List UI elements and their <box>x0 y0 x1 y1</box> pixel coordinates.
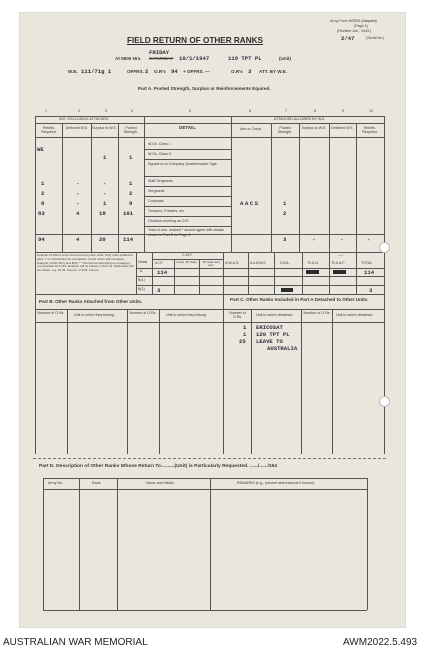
punch-hole <box>379 242 390 253</box>
detached-count: 1 <box>243 331 247 338</box>
part-c-title: Part C. Other Ranks Included in Part A Detached to Other Units. <box>230 297 369 302</box>
cell-value: 2 <box>41 190 45 197</box>
we-typed: 111/71g 1 <box>81 68 112 75</box>
col-number: 4 <box>131 109 133 113</box>
col-header: Number of O.Rs. <box>37 311 65 315</box>
col-number: 7 <box>285 109 287 113</box>
typed-block-mark <box>306 270 319 274</box>
analysis-header: C.M.F. <box>182 253 193 257</box>
col-header: Number of O.Rs. <box>229 311 246 319</box>
serial-label: (Serial No.) <box>366 36 385 40</box>
attached-header: ATTACHED ALLOWED BY W.E. <box>274 117 326 121</box>
form-page: (Page 1) <box>354 24 368 28</box>
catalogue-number: AWM2022.5.493 <box>343 637 418 648</box>
day-typed: FRIDAY <box>149 49 170 56</box>
analysis-row-label: A <box>140 269 143 273</box>
detached-unit: AUSTRALIA <box>267 345 298 352</box>
form-sheet <box>19 12 406 628</box>
analysis-value: 3 <box>157 287 161 294</box>
detached-count: 25 <box>239 338 246 345</box>
cell-value: - <box>76 190 80 197</box>
detached-count: 1 <box>243 324 247 331</box>
col-header: Deficient W.E. <box>65 126 89 130</box>
cell-value: 1 <box>41 180 45 187</box>
col-header: Posted Strength. <box>277 126 293 134</box>
analysis-header: A.W.A.S. <box>225 261 240 265</box>
plus-offrs-label: + OFFRS. — <box>183 69 210 74</box>
cell-value: 2 <box>283 210 287 217</box>
cell-value: 18 <box>99 210 106 217</box>
analysis-row-label: B(2) <box>138 287 145 291</box>
total-value: 94 <box>38 236 45 243</box>
total-value: - <box>312 236 316 243</box>
analysis-header: 18 Years and over. <box>202 260 220 267</box>
col-number: 10 <box>369 109 373 113</box>
analysis-row-label: B(1) <box>138 278 145 282</box>
analysis-header: R.A.N. <box>308 261 319 265</box>
col-number: 5 <box>189 109 191 113</box>
col-header: Unit to which they belong <box>166 313 207 317</box>
cell-value: 83 <box>38 210 45 217</box>
detail-label: Total of cols. marked * should agree with details shown in Part E on Page 2 <box>148 228 224 237</box>
ors-label: O.R's <box>154 69 166 74</box>
analysis-header: A.I.F. <box>155 261 164 265</box>
analysis-header: TOTAL. <box>361 261 374 265</box>
col-number: 8 <box>314 109 316 113</box>
form-revised: (Revised Jan., 1943.) <box>337 29 372 33</box>
page-title: FIELD RETURN OF OTHER RANKS <box>127 36 264 45</box>
cell-value: 1 <box>103 200 107 207</box>
unit-label: (Unit) <box>279 56 291 61</box>
cell-value: 1 <box>103 154 107 161</box>
col-header: Unit to which they belong <box>74 313 115 317</box>
detail-label: Corporals <box>148 199 164 203</box>
cell-value: 1 <box>283 200 287 207</box>
ors2-label: O.R's <box>231 69 243 74</box>
total-value: 20 <box>99 236 106 243</box>
date-typed: 10/1/1947 <box>179 55 210 62</box>
col-number: 3 <box>105 109 107 113</box>
form-number: Army Form W3009 (Adapted) <box>330 19 377 23</box>
total-value: 4 <box>76 236 80 243</box>
offrs-label: OFFRS. <box>127 69 144 74</box>
col-number: 9 <box>342 109 344 113</box>
part-d-title: Part D. Description of Other Ranks Whose Return To..........(Unit) is Particularly Requested. ....../....../194 <box>39 464 277 469</box>
col-header: Surplus to W.E. <box>301 126 327 130</box>
archive-credit: AUSTRALIAN WAR MEMORIAL <box>3 637 148 648</box>
cell-value: AACS <box>240 200 260 207</box>
col-header: Arm or Corps. <box>239 127 263 131</box>
analysis-instructions: Analysis of Part A to be shown here by ALL units. Only units entitled to para. 7 of Instructions for completion of this return will complete analysis of Part B(1) and B(2). * * Personnel belonging to a category not provided for in the analysis will be shown in the Col. Particulars will be shown, e.g. W. Bl. Forces, or M.B. Forces. <box>37 253 134 273</box>
col-header: Surplus to W.E. <box>92 126 117 130</box>
col-header: Rank. <box>92 481 102 485</box>
cell-value: - <box>76 200 80 207</box>
typed-block-mark <box>281 288 293 292</box>
detached-unit: 120 TPT PL <box>256 331 290 338</box>
col-number: 1 <box>45 109 47 113</box>
cell-value: 1 <box>129 180 133 187</box>
we-label: W.E. <box>68 69 78 74</box>
col-header: Number of O.Rs. <box>303 311 331 315</box>
detail-header: DETAIL. <box>179 125 197 130</box>
offrs-typed: 2 <box>145 68 149 75</box>
day-struck: SATURDAY <box>149 56 174 61</box>
col-header: Unit to which detached <box>336 313 373 317</box>
cell-value: 2 <box>129 190 133 197</box>
typed-block-mark <box>333 270 346 274</box>
cell-value: 1 <box>129 154 133 161</box>
part-b-title: Part B. Other Ranks Attached from Other Units. <box>39 299 143 304</box>
detail-label: Sergeants <box>148 189 165 193</box>
cell-value: 101 <box>123 210 134 217</box>
col-header: Deficient W.E. <box>331 126 354 130</box>
col-header: Reinfts. Required. <box>41 126 57 134</box>
analysis-header: A.A.M.W.S. <box>250 261 267 265</box>
detached-unit: LEAVE TO <box>256 338 283 345</box>
total-value: 3 <box>283 236 287 243</box>
cell-value: - <box>103 190 107 197</box>
att-label: ATT. BY W.E. <box>259 69 287 74</box>
ors-typed: 94 <box>171 68 178 75</box>
col-header: Unit to which detached <box>256 313 293 317</box>
col-header: Posted Strength. <box>123 126 139 134</box>
analysis-header: * * <box>339 254 343 258</box>
col-header: REMARKS (e.g., present whereabouts if known). <box>237 481 315 485</box>
unit-typed: 119 TPT PL <box>228 55 262 62</box>
total-value: - <box>367 236 371 243</box>
serial-value: 2/47 <box>341 35 355 42</box>
att-typed: 3 <box>248 68 252 75</box>
analysis-value: 114 <box>364 269 375 276</box>
total-value: 114 <box>123 236 134 243</box>
we-excluding-header: W.E. EXCLUDING ATTACHED. <box>59 117 110 121</box>
time-label: At 0600 Hrs. <box>115 56 142 61</box>
analysis-header: Detail <box>138 260 148 264</box>
total-value: - <box>340 236 344 243</box>
part-a-title: Part A. Posted Strength, Surplus or Reinforcements Equired. <box>138 86 271 91</box>
tear-line <box>33 458 386 459</box>
cell-value: 8 <box>41 200 45 207</box>
col-number: 2 <box>78 109 80 113</box>
punch-hole <box>379 396 390 407</box>
analysis-value: 114 <box>157 269 168 276</box>
detail-label: Civilians counting as O.R. <box>148 219 190 223</box>
detail-label: Squadron or Company Quartermaster Sgts. <box>148 162 218 166</box>
detail-label: Staff Sergeants <box>148 179 173 183</box>
detached-unit: ERICOSAT <box>256 324 283 331</box>
cell-value: 4 <box>76 210 80 217</box>
cell-value: - <box>76 180 80 187</box>
col-number: 6 <box>249 109 251 113</box>
col-header: Army No. <box>48 481 63 485</box>
col-header: Name and Initials. <box>146 481 175 485</box>
analysis-header: Under 18 Years. <box>176 260 198 264</box>
col-header: Number of O.Rs. <box>129 311 157 315</box>
analysis-header: R.A.A.F. <box>332 261 346 265</box>
col-header: Reinfts. Required. <box>362 126 378 134</box>
analysis-header: CIVIL. <box>280 261 290 265</box>
cell-value: 9 <box>129 200 133 207</box>
detail-label: W.Os. Class II. <box>148 152 172 156</box>
detail-label: Troopers, Privates, etc. <box>148 209 186 213</box>
cell-value: WE <box>37 146 44 153</box>
analysis-value: 3 <box>369 287 373 294</box>
cell-value: - <box>103 180 107 187</box>
detail-label: W.Os. Class I. <box>148 142 171 146</box>
